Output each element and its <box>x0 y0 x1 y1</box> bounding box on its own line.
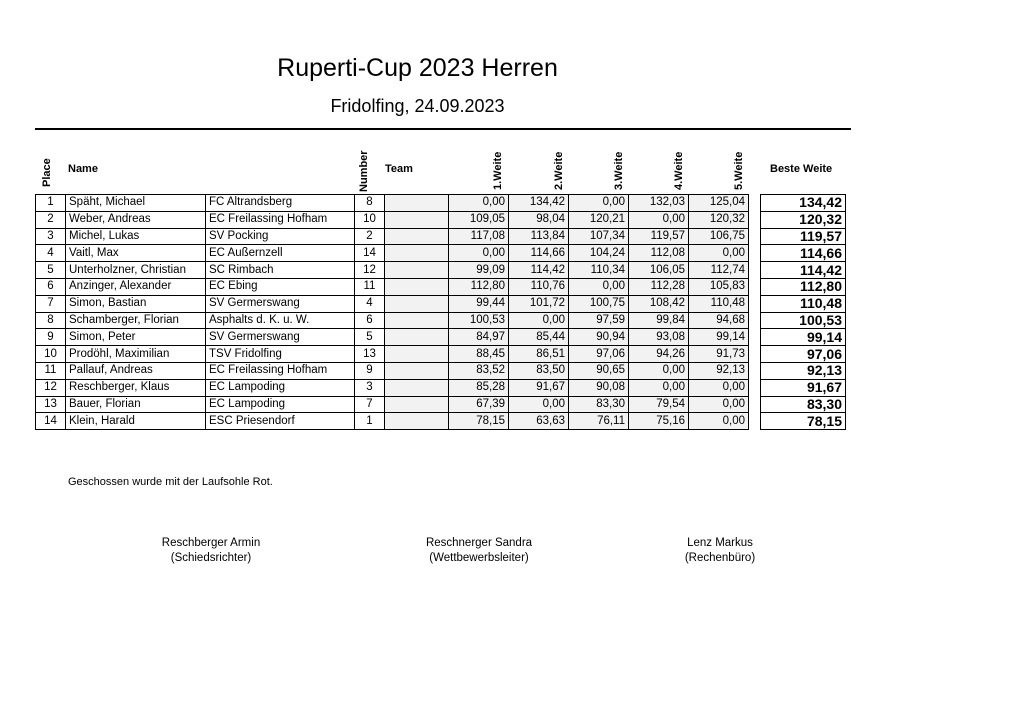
cell-weite-5: 0,00 <box>689 413 749 430</box>
cell-weite-2: 0,00 <box>509 396 569 413</box>
cell-team <box>385 413 449 430</box>
cell-team <box>385 195 449 212</box>
cell-weite-4: 119,57 <box>629 228 689 245</box>
cell-weite-1: 112,80 <box>449 278 509 295</box>
cell-name: Späht, Michael <box>66 195 206 212</box>
table-row <box>36 245 846 262</box>
cell-number: 4 <box>355 295 385 312</box>
cell-club: EC Außernzell <box>206 245 355 262</box>
cell-place: 9 <box>36 329 66 346</box>
cell-gap <box>749 312 761 329</box>
cell-weite-1: 0,00 <box>449 245 509 262</box>
cell-weite-1: 117,08 <box>449 228 509 245</box>
cell-weite-3: 100,75 <box>569 295 629 312</box>
cell-name: Weber, Andreas <box>66 211 206 228</box>
table-row <box>36 379 846 396</box>
cell-weite-4: 112,08 <box>629 245 689 262</box>
cell-weite-5: 105,83 <box>689 278 749 295</box>
document-subtitle: Fridolfing, 24.09.2023 <box>330 96 505 116</box>
cell-weite-5: 112,74 <box>689 262 749 279</box>
cell-best: 91,67 <box>761 379 846 396</box>
table-row <box>36 346 846 363</box>
cell-best: 134,42 <box>761 195 846 212</box>
cell-number: 5 <box>355 329 385 346</box>
cell-weite-4: 75,16 <box>629 413 689 430</box>
cell-best: 99,14 <box>761 329 846 346</box>
cell-weite-4: 93,08 <box>629 329 689 346</box>
cell-weite-5: 106,75 <box>689 228 749 245</box>
cell-club: SC Rimbach <box>206 262 355 279</box>
cell-number: 13 <box>355 346 385 363</box>
cell-team <box>385 278 449 295</box>
cell-weite-3: 0,00 <box>569 195 629 212</box>
cell-number: 1 <box>355 413 385 430</box>
cell-weite-2: 98,04 <box>509 211 569 228</box>
cell-place: 5 <box>36 262 66 279</box>
cell-name: Michel, Lukas <box>66 228 206 245</box>
header-number: Number <box>358 150 370 192</box>
cell-best: 97,06 <box>761 346 846 363</box>
cell-number: 10 <box>355 211 385 228</box>
cell-weite-2: 85,44 <box>509 329 569 346</box>
cell-weite-2: 91,67 <box>509 379 569 396</box>
cell-name: Reschberger, Klaus <box>66 379 206 396</box>
cell-weite-3: 90,65 <box>569 362 629 379</box>
cell-weite-3: 83,30 <box>569 396 629 413</box>
cell-weite-2: 63,63 <box>509 413 569 430</box>
cell-weite-1: 67,39 <box>449 396 509 413</box>
cell-team <box>385 346 449 363</box>
cell-weite-5: 94,68 <box>689 312 749 329</box>
cell-number: 6 <box>355 312 385 329</box>
cell-weite-2: 113,84 <box>509 228 569 245</box>
signature-name: Reschberger Armin <box>161 537 261 549</box>
cell-best: 78,15 <box>761 413 846 430</box>
cell-name: Bauer, Florian <box>66 396 206 413</box>
cell-best: 112,80 <box>761 278 846 295</box>
cell-name: Simon, Peter <box>66 329 206 346</box>
cell-weite-2: 0,00 <box>509 312 569 329</box>
cell-weite-5: 91,73 <box>689 346 749 363</box>
cell-club: EC Lampoding <box>206 396 355 413</box>
cell-club: EC Freilassing Hofham <box>206 362 355 379</box>
cell-best: 110,48 <box>761 295 846 312</box>
cell-place: 6 <box>36 278 66 295</box>
cell-team <box>385 262 449 279</box>
cell-best: 114,66 <box>761 245 846 262</box>
cell-gap <box>749 278 761 295</box>
cell-weite-3: 104,24 <box>569 245 629 262</box>
signature-role: (Wettbewerbsleiter) <box>429 552 529 564</box>
table-row <box>36 329 846 346</box>
cell-weite-4: 112,28 <box>629 278 689 295</box>
cell-weite-1: 84,97 <box>449 329 509 346</box>
cell-number: 14 <box>355 245 385 262</box>
header-weite-4: 4.Weite <box>673 151 685 190</box>
cell-gap <box>749 295 761 312</box>
cell-best: 100,53 <box>761 312 846 329</box>
cell-gap <box>749 211 761 228</box>
header-team: Team <box>385 163 413 175</box>
cell-team <box>385 295 449 312</box>
cell-gap <box>749 396 761 413</box>
cell-place: 3 <box>36 228 66 245</box>
cell-place: 11 <box>36 362 66 379</box>
table-row <box>36 362 846 379</box>
signature-competition-lead <box>379 536 579 566</box>
cell-team <box>385 228 449 245</box>
cell-weite-4: 132,03 <box>629 195 689 212</box>
cell-weite-3: 107,34 <box>569 228 629 245</box>
cell-team <box>385 329 449 346</box>
signature-name: Lenz Markus <box>687 537 753 549</box>
cell-weite-1: 109,05 <box>449 211 509 228</box>
cell-name: Unterholzner, Christian <box>66 262 206 279</box>
cell-best: 83,30 <box>761 396 846 413</box>
signature-role: (Schiedsrichter) <box>170 552 252 564</box>
cell-club: EC Freilassing Hofham <box>206 211 355 228</box>
cell-team <box>385 362 449 379</box>
signature-name: Reschnerger Sandra <box>425 537 533 549</box>
cell-weite-5: 125,04 <box>689 195 749 212</box>
cell-weite-1: 99,09 <box>449 262 509 279</box>
cell-weite-1: 83,52 <box>449 362 509 379</box>
cell-weite-1: 88,45 <box>449 346 509 363</box>
cell-weite-5: 0,00 <box>689 245 749 262</box>
cell-gap <box>749 329 761 346</box>
header-place: Place <box>41 158 53 187</box>
table-row <box>36 211 846 228</box>
cell-weite-1: 100,53 <box>449 312 509 329</box>
cell-weite-2: 101,72 <box>509 295 569 312</box>
header-weite-3: 3.Weite <box>613 151 625 190</box>
cell-place: 1 <box>36 195 66 212</box>
header-name: Name <box>68 163 98 175</box>
cell-place: 8 <box>36 312 66 329</box>
cell-number: 7 <box>355 396 385 413</box>
results-table <box>35 194 846 430</box>
header-best: Beste Weite <box>770 163 833 175</box>
cell-gap <box>749 362 761 379</box>
table-row <box>36 228 846 245</box>
cell-gap <box>749 413 761 430</box>
header-weite-5: 5.Weite <box>733 151 745 190</box>
cell-best: 114,42 <box>761 262 846 279</box>
cell-weite-4: 79,54 <box>629 396 689 413</box>
cell-club: SV Pocking <box>206 228 355 245</box>
cell-number: 11 <box>355 278 385 295</box>
document-title: Ruperti-Cup 2023 Herren <box>277 54 558 82</box>
cell-team <box>385 312 449 329</box>
cell-weite-4: 99,84 <box>629 312 689 329</box>
cell-weite-3: 97,59 <box>569 312 629 329</box>
cell-weite-5: 110,48 <box>689 295 749 312</box>
signature-role: (Rechenbüro) <box>684 552 756 564</box>
cell-weite-2: 114,66 <box>509 245 569 262</box>
cell-best: 119,57 <box>761 228 846 245</box>
title-divider <box>35 128 851 130</box>
cell-weite-4: 108,42 <box>629 295 689 312</box>
cell-gap <box>749 245 761 262</box>
cell-gap <box>749 195 761 212</box>
table-row <box>36 262 846 279</box>
cell-place: 4 <box>36 245 66 262</box>
cell-weite-4: 0,00 <box>629 211 689 228</box>
cell-number: 8 <box>355 195 385 212</box>
cell-weite-2: 134,42 <box>509 195 569 212</box>
cell-weite-3: 90,08 <box>569 379 629 396</box>
signature-referee <box>111 536 311 566</box>
cell-club: TSV Fridolfing <box>206 346 355 363</box>
cell-team <box>385 245 449 262</box>
cell-weite-5: 92,13 <box>689 362 749 379</box>
cell-name: Simon, Bastian <box>66 295 206 312</box>
cell-weite-5: 0,00 <box>689 379 749 396</box>
cell-weite-1: 78,15 <box>449 413 509 430</box>
cell-club: EC Lampoding <box>206 379 355 396</box>
cell-number: 3 <box>355 379 385 396</box>
cell-weite-3: 110,34 <box>569 262 629 279</box>
cell-weite-5: 120,32 <box>689 211 749 228</box>
cell-club: FC Altrandsberg <box>206 195 355 212</box>
cell-weite-2: 83,50 <box>509 362 569 379</box>
cell-name: Anzinger, Alexander <box>66 278 206 295</box>
cell-place: 2 <box>36 211 66 228</box>
cell-weite-3: 76,11 <box>569 413 629 430</box>
table-row <box>36 312 846 329</box>
cell-team <box>385 211 449 228</box>
cell-weite-1: 99,44 <box>449 295 509 312</box>
cell-name: Pallauf, Andreas <box>66 362 206 379</box>
cell-name: Prodöhl, Maximilian <box>66 346 206 363</box>
cell-place: 12 <box>36 379 66 396</box>
header-weite-1: 1.Weite <box>492 151 504 190</box>
cell-best: 120,32 <box>761 211 846 228</box>
cell-place: 7 <box>36 295 66 312</box>
cell-name: Vaitl, Max <box>66 245 206 262</box>
cell-weite-2: 110,76 <box>509 278 569 295</box>
cell-weite-3: 0,00 <box>569 278 629 295</box>
cell-team <box>385 396 449 413</box>
cell-gap <box>749 346 761 363</box>
table-row <box>36 413 846 430</box>
footnote: Geschossen wurde mit der Laufsohle Rot. <box>68 476 273 488</box>
cell-weite-1: 85,28 <box>449 379 509 396</box>
cell-weite-4: 0,00 <box>629 379 689 396</box>
header-weite-2: 2.Weite <box>553 151 565 190</box>
cell-weite-3: 90,94 <box>569 329 629 346</box>
cell-weite-5: 0,00 <box>689 396 749 413</box>
cell-weite-1: 0,00 <box>449 195 509 212</box>
table-row <box>36 278 846 295</box>
cell-place: 10 <box>36 346 66 363</box>
cell-club: SV Germerswang <box>206 329 355 346</box>
cell-name: Schamberger, Florian <box>66 312 206 329</box>
cell-club: ESC Priesendorf <box>206 413 355 430</box>
cell-number: 9 <box>355 362 385 379</box>
table-row <box>36 195 846 212</box>
cell-gap <box>749 379 761 396</box>
cell-place: 14 <box>36 413 66 430</box>
cell-weite-4: 94,26 <box>629 346 689 363</box>
cell-gap <box>749 228 761 245</box>
cell-weite-4: 106,05 <box>629 262 689 279</box>
cell-club: EC Ebing <box>206 278 355 295</box>
cell-number: 12 <box>355 262 385 279</box>
cell-name: Klein, Harald <box>66 413 206 430</box>
cell-team <box>385 379 449 396</box>
cell-gap <box>749 262 761 279</box>
table-row <box>36 295 846 312</box>
cell-club: SV Germerswang <box>206 295 355 312</box>
cell-number: 2 <box>355 228 385 245</box>
cell-weite-2: 114,42 <box>509 262 569 279</box>
signature-computing-office <box>620 536 820 566</box>
cell-club: Asphalts d. K. u. W. <box>206 312 355 329</box>
cell-weite-5: 99,14 <box>689 329 749 346</box>
table-row <box>36 396 846 413</box>
cell-place: 13 <box>36 396 66 413</box>
cell-weite-4: 0,00 <box>629 362 689 379</box>
cell-weite-2: 86,51 <box>509 346 569 363</box>
cell-best: 92,13 <box>761 362 846 379</box>
cell-weite-3: 97,06 <box>569 346 629 363</box>
cell-weite-3: 120,21 <box>569 211 629 228</box>
